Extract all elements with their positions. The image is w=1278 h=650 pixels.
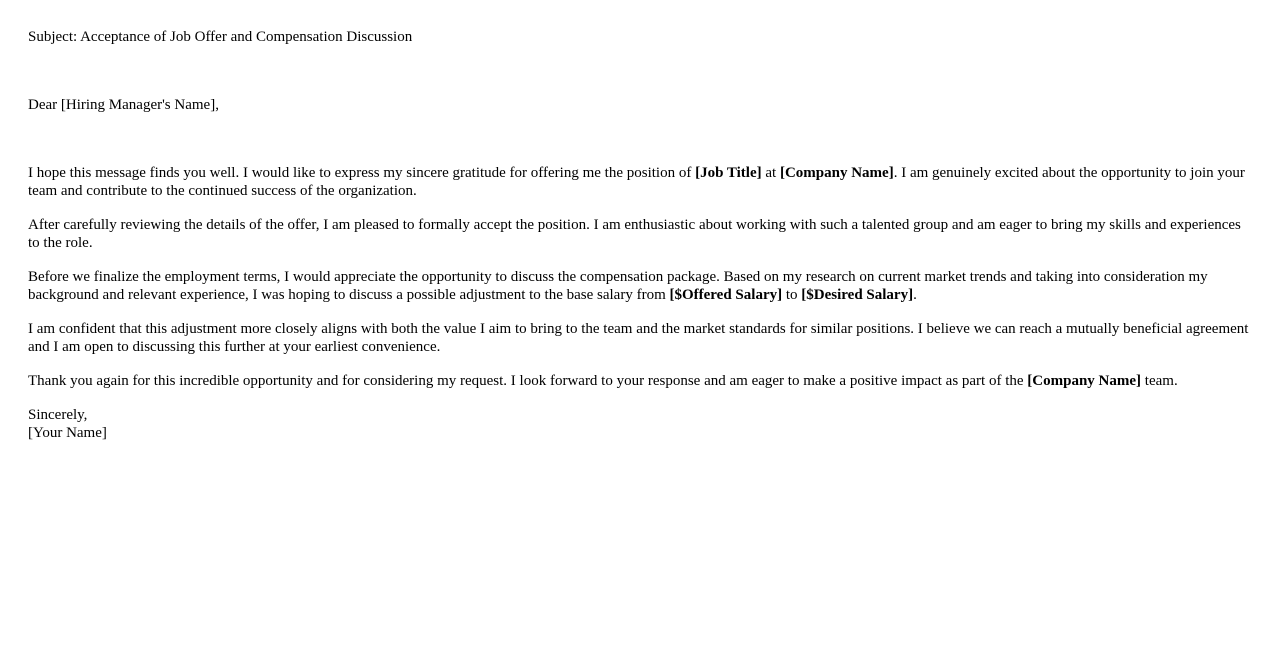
- paragraph-acceptance: After carefully reviewing the details of the offer, I am pleased to formally accept the position. I am enthusiastic about working with such a talented group and am eager to bring my skills and experiences to the role.: [28, 217, 1241, 251]
- placeholder-offered-salary: [$Offered Salary]: [669, 287, 783, 303]
- placeholder-desired-salary: [$Desired Salary]: [801, 287, 914, 303]
- signature-block: [28, 406, 1250, 442]
- signature-name: [Your Name]: [28, 425, 107, 441]
- paragraph-text: . I am genuinely excited about the opportunity to join your team and contribute to the continued success of the organization.: [28, 165, 1245, 199]
- salutation: Dear [Hiring Manager's Name],: [28, 97, 219, 113]
- paragraph-text: at: [761, 165, 780, 181]
- paragraph-text: I hope this message finds you well. I would like to express my sincere gratitude for offering me the position of: [28, 165, 696, 181]
- paragraph-thanks: [28, 372, 1250, 390]
- placeholder-company-name: [Company Name]: [1027, 373, 1142, 389]
- paragraph-compensation: [28, 268, 1250, 304]
- paragraph-text: Before we finalize the employment terms, I would appreciate the opportunity to discuss the compensation package. Based on my research on current market trends and taking into consideration my background and relevant experience, I was hoping to discuss a possible adjustment to the base salary from: [28, 269, 1208, 303]
- placeholder-job-title: [Job Title]: [695, 165, 762, 181]
- signoff: Sincerely,: [28, 407, 88, 423]
- email-subject: Subject: Acceptance of Job Offer and Compensation Discussion: [28, 29, 413, 45]
- paragraph-text: .: [913, 287, 917, 303]
- paragraph-text: team.: [1141, 373, 1178, 389]
- paragraph-text: Thank you again for this incredible opportunity and for considering my request. I look forward to your response and am eager to make a positive impact as part of the: [28, 373, 1028, 389]
- paragraph-confidence: I am confident that this adjustment more closely aligns with both the value I aim to bring to the team and the market standards for similar positions. I believe we can reach a mutually beneficial agreement and I am open to discussing this further at your earliest convenience.: [28, 321, 1249, 355]
- paragraph-text: to: [782, 287, 802, 303]
- placeholder-company-name: [Company Name]: [779, 165, 894, 181]
- paragraph-gratitude: [28, 164, 1250, 200]
